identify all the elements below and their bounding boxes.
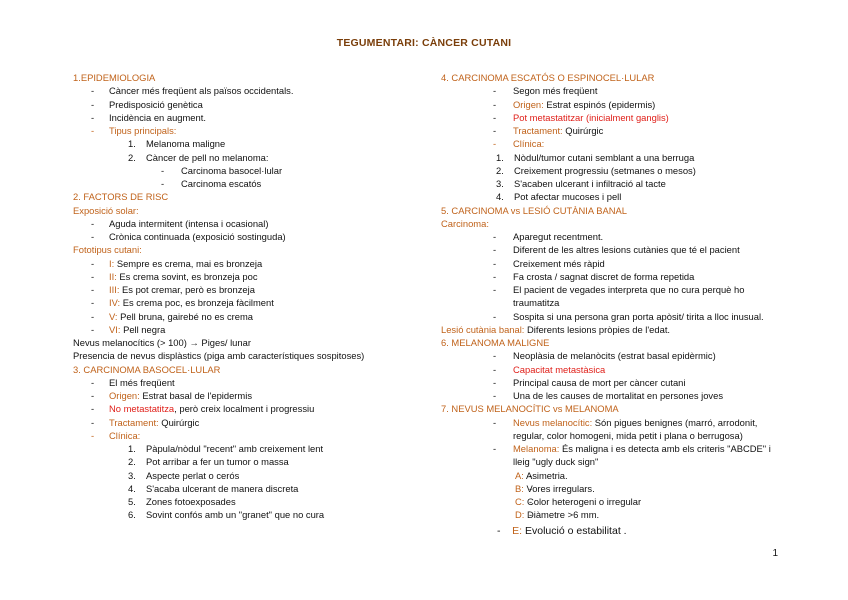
list-item: - Creixement més ràpid — [441, 257, 821, 270]
list-item: - Pot metastatitzar (inicialment ganglis) — [441, 111, 821, 124]
section-nevus-heading: 7. NEVUS MELANOCÍTIC vs MELANOMA — [441, 403, 619, 415]
presencia-text: Presencia de nevus displàstics (piga amb característiques sospitoses) — [73, 350, 365, 362]
list-item: - Aguda intermitent (intensa i ocasional) — [73, 217, 433, 230]
exposicio-solar-label: Exposició solar: — [73, 204, 139, 216]
list-item: - C: Color heterogeni o irregular — [441, 495, 821, 508]
section-carcinoma-vs-banal-heading: 5. CARCINOMA vs LESIÓ CUTÀNIA BANAL — [441, 204, 627, 216]
numbered-item: 6. Sovint confós amb un "granet" que no cura — [128, 509, 325, 521]
list-item: - No metastatitza, però creix localment i progressiu — [73, 402, 433, 415]
list-item: - Crònica continuada (exposició sostinguda) — [73, 230, 433, 243]
list-item: - Melanoma: És maligna i es detecta amb els criteris "ABCDE" i — [441, 442, 821, 455]
section-basocel-heading: 3. CARCINOMA BASOCEL·LULAR — [73, 363, 221, 375]
section-factors-heading: 2. FACTORS DE RISC — [73, 191, 169, 203]
list-item: - Diferent de les altres lesions cutànies que té el pacient — [441, 243, 821, 256]
list-item: - El més freqüent — [73, 376, 433, 389]
numbered-item: 1. Nòdul/tumor cutani semblant a una berruga — [496, 151, 695, 163]
numbered-item: 3. Aspecte perlat o cerós — [128, 469, 240, 481]
section-epidemiologia-heading: 1.EPIDEMIOLOGIA — [73, 72, 156, 83]
list-item: - Fa crosta / sagnat discret de forma repetida — [441, 270, 821, 283]
list-item: - IV: Es crema poc, es bronzeja fàcilment — [73, 296, 433, 309]
list-item: - Una de les causes de mortalitat en persones joves — [441, 389, 821, 402]
section-melanoma-heading: 6. MELANOMA MALIGNE — [441, 337, 550, 348]
section-escatos-heading: 4. CARCINOMA ESCATÓS O ESPINOCEL·LULAR — [441, 72, 655, 83]
numbered-item: 5. Zones fotoexposades — [128, 496, 236, 507]
list-item: - V: Pell bruna, gairebé no es crema — [73, 310, 433, 323]
list-item: - Origen: Estrat basal de l'epidermis — [73, 389, 433, 402]
list-item: - Incidència en augment. — [73, 111, 433, 124]
numbered-item: 3. S'acaben ulcerant i infiltració al tacte — [496, 178, 666, 189]
carcinoma-label: Carcinoma: — [441, 217, 489, 229]
numbered-item: 2. Càncer de pell no melanoma: — [128, 151, 269, 163]
lesio-banal-text: Lesió cutània banal: Diferents lesions pròpies de l'edat. — [441, 323, 671, 335]
right-column — [441, 71, 821, 538]
numbered-item: 4. Pot afectar mucoses i pell — [496, 191, 622, 203]
numbered-item: 1. Melanoma maligne — [128, 138, 226, 150]
list-item-continuation: lleig "ugly duck sign" — [513, 456, 599, 468]
numbered-item: 2. Creixement progressiu (setmanes o mesos) — [496, 164, 696, 176]
clinica-label: - Clínica: — [73, 429, 433, 442]
fototipus-label: Fototipus cutani: — [73, 244, 142, 256]
list-item: - Carcinoma basocel·lular — [73, 164, 433, 177]
list-item: - Carcinoma escatós — [73, 177, 433, 190]
list-item: - III: Es pot cremar, però es bronzeja — [73, 283, 433, 296]
left-column — [73, 71, 433, 522]
list-item: - VI: Pell negra — [73, 323, 433, 336]
list-item: - E: Evolució o estabilitat . — [497, 524, 627, 537]
list-item: - Nevus melanocític: Són pigues benignes (marró, arrodonit, — [441, 416, 821, 429]
numbered-item: 2. Pot arribar a fer un tumor o massa — [128, 456, 289, 468]
list-item: - Principal causa de mort per càncer cutani — [441, 376, 821, 389]
list-item: - Aparegut recentment. — [441, 230, 821, 243]
list-item: - Predisposició genètica — [73, 98, 433, 111]
page-title: TEGUMENTARI: CÀNCER CUTANI — [336, 37, 512, 49]
list-item: - D: Diàmetre >6 mm. — [441, 508, 821, 521]
list-item-continuation: traumatitza — [513, 297, 560, 309]
list-item: - A: Asimetria. — [441, 469, 821, 482]
nevus-text: Nevus melanocítics (> 100) → Piges/ lunar — [73, 337, 251, 348]
list-item: - Sospita si una persona gran porta apòsit/ tirita a lloc inusual. — [441, 310, 821, 323]
list-item: - Capacitat metastàsica — [441, 363, 821, 376]
list-item: - Origen: Estrat espinós (epidermis) — [441, 98, 821, 111]
list-item-continuation: regular, color homogeni, mida petit i plana o berrugosa) — [513, 429, 743, 441]
list-item: - Tractament: Quirúrgic — [441, 124, 821, 137]
clinica-label: - Clínica: — [441, 137, 821, 150]
list-item: - II: Es crema sovint, es bronzeja poc — [73, 270, 433, 283]
list-item: - I: Sempre es crema, mai es bronzeja — [73, 257, 433, 270]
list-item: - El pacient de vegades interpreta que no cura perquè ho — [441, 283, 821, 296]
list-item: - Neoplàsia de melanòcits (estrat basal epidèrmic) — [441, 349, 821, 362]
numbered-item: 4. S'acaba ulcerant de manera discreta — [128, 482, 299, 494]
page-number: 1 — [772, 548, 778, 559]
list-item: - Segon més freqüent — [441, 84, 821, 97]
numbered-item: 1. Pàpula/nòdul "recent" amb creixement lent — [128, 443, 324, 454]
tipus-principals-label: - Tipus principals: — [73, 124, 433, 137]
list-item: - Càncer més freqüent als països occidentals. — [73, 84, 433, 97]
list-item: - B: Vores irregulars. — [441, 482, 821, 495]
list-item: - Tractament: Quirúrgic — [73, 416, 433, 429]
